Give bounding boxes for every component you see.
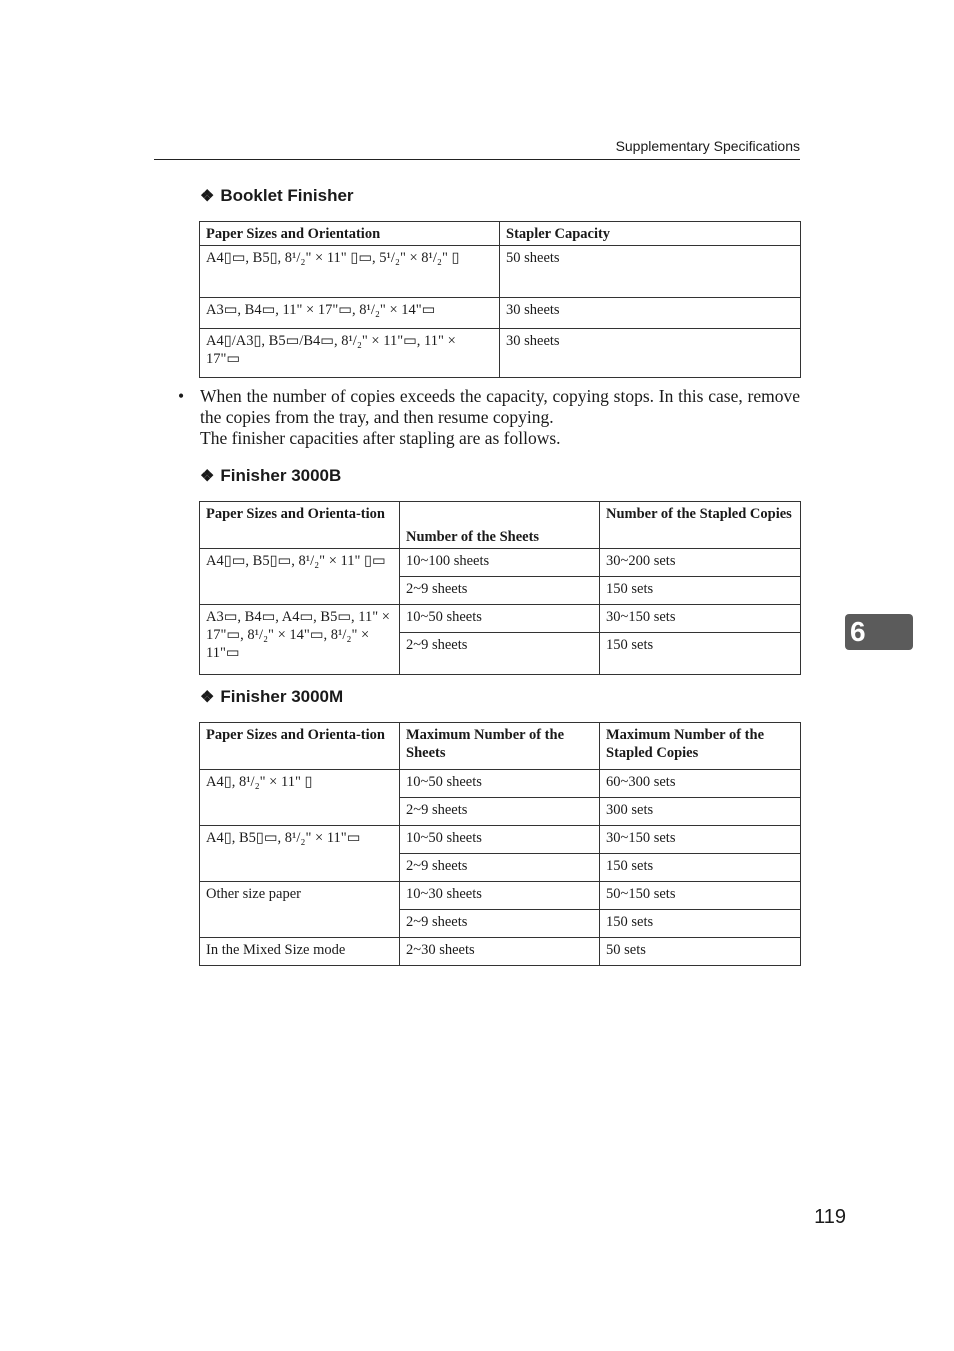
column-header: Paper Sizes and Orienta-tion [200,723,400,770]
table-cell: 30~150 sets [600,605,801,633]
table-cell: 10~30 sheets [400,882,600,910]
table-cell: A4▯, 8¹/₂" × 11" ▯ [200,770,400,826]
section-title: Booklet Finisher [220,186,354,205]
table-cell: 10~50 sheets [400,826,600,854]
table-row [200,298,801,329]
table-cell: 30~200 sets [600,549,801,577]
column-header: Maximum Number of the Sheets [400,723,600,770]
table-header-row [200,723,801,770]
table-cell: A3▭, B4▭, A4▭, B5▭, 11" × 17"▭, 8¹/₂" × 14"▭, 8¹/₂" × 11"▭ [200,605,400,675]
running-header [154,138,800,160]
table-cell: Other size paper [200,882,400,938]
finisher-3000b-table [199,501,801,675]
table-cell: A4▯▭, B5▯▭, 8¹/₂" × 11" ▯▭ [200,549,400,605]
table-cell: 300 sets [600,798,801,826]
table-cell: 30 sheets [500,298,801,329]
note-follow-text: The finisher capacities after stapling are as follows. [200,428,561,448]
column-header: Number of the Sheets [400,502,600,549]
table-row [200,826,801,854]
table-cell: 2~9 sheets [400,577,600,605]
table-row [200,329,801,378]
section-heading-finisher-3000b [200,466,341,486]
table-cell: A4▯, B5▯▭, 8¹/₂" × 11"▭ [200,826,400,882]
table-row [200,882,801,910]
table-cell: 2~9 sheets [400,854,600,882]
table-cell: 2~30 sheets [400,938,600,966]
table-cell: In the Mixed Size mode [200,938,400,966]
table-cell: 30 sheets [500,329,801,378]
column-header: Number of the Stapled Copies [600,502,801,549]
column-header: Paper Sizes and Orienta-tion [200,502,400,549]
section-title: Finisher 3000M [220,687,344,706]
table-cell: 10~50 sheets [400,770,600,798]
column-header: Paper Sizes and Orientation [200,222,500,246]
table-cell: A4▯▭, B5▯, 8¹/₂" × 11" ▯▭, 5¹/₂" × 8¹/₂" ▯ [200,246,500,298]
capacity-note [178,386,800,449]
table-row [200,770,801,798]
table-cell: 150 sets [600,910,801,938]
table-cell: 2~9 sheets [400,798,600,826]
section-heading-finisher-3000m [200,687,343,707]
finisher-3000m-table [199,722,801,966]
table-cell: 10~100 sheets [400,549,600,577]
diamond-bullet-icon: ❖ [200,468,215,485]
diamond-bullet-icon: ❖ [200,689,215,706]
table-cell: A3▭, B4▭, 11" × 17"▭, 8¹/₂" × 14"▭ [200,298,500,329]
table-cell: 150 sets [600,854,801,882]
table-row [200,938,801,966]
section-title: Finisher 3000B [220,466,342,485]
table-cell: 60~300 sets [600,770,801,798]
table-header-row [200,222,801,246]
diamond-bullet-icon: ❖ [200,188,215,205]
table-cell: 150 sets [600,577,801,605]
column-header: Maximum Number of the Stapled Copies [600,723,801,770]
table-row [200,246,801,298]
table-header-row [200,502,801,549]
table-cell: 150 sets [600,633,801,675]
chapter-tab: 6 [845,614,913,650]
table-row [200,549,801,577]
table-cell: 30~150 sets [600,826,801,854]
running-title: Supplementary Specifications [615,138,800,154]
table-cell: 50 sheets [500,246,801,298]
bullet-icon: • [178,386,185,406]
table-row [200,605,801,633]
section-heading-booklet-finisher [200,186,354,206]
table-cell: 50 sets [600,938,801,966]
table-cell: 2~9 sheets [400,633,600,675]
note-text: When the number of copies exceeds the capacity, copying stops. In this case, remove the copies from the tray, and then resume copying. [200,386,800,427]
table-cell: 10~50 sheets [400,605,600,633]
table-cell: 50~150 sets [600,882,801,910]
table-cell: 2~9 sheets [400,910,600,938]
table-cell: A4▯/A3▯, B5▭/B4▭, 8¹/₂" × 11"▭, 11" × 17"▭ [200,329,500,378]
page-number: 119 [814,1206,846,1228]
column-header: Stapler Capacity [500,222,801,246]
booklet-finisher-table [199,221,801,378]
